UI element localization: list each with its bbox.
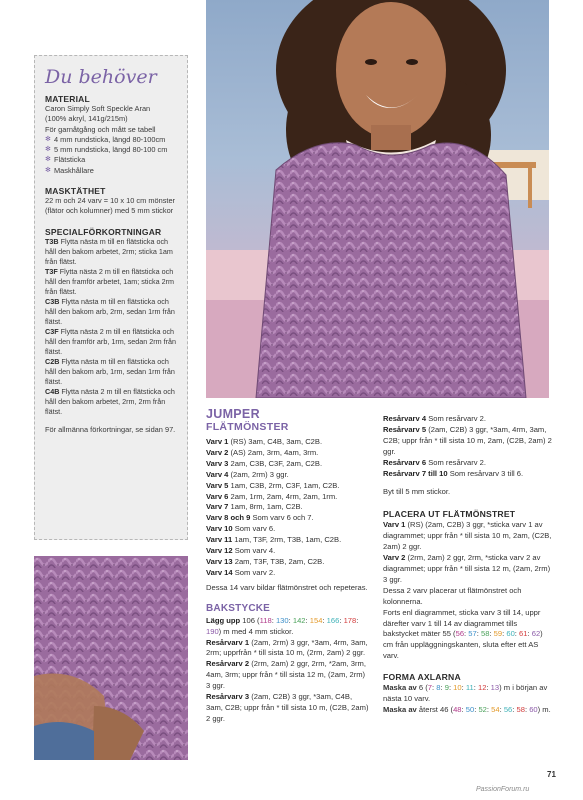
pattern-row-label: Varv 7 xyxy=(206,502,229,512)
ribbing-row-text: Som resårvarv 2. xyxy=(426,457,487,467)
placera-heading: PLACERA UT FLÄTMÖNSTRET xyxy=(383,509,516,520)
pattern-row xyxy=(206,481,371,492)
placera-row-label: Varv 1 xyxy=(383,520,406,530)
forma-heading: FORMA AXLARNA xyxy=(383,672,461,683)
pattern-row xyxy=(206,524,371,535)
pattern-row xyxy=(206,513,371,524)
length-value: 59 xyxy=(493,629,503,639)
forma-line-1 xyxy=(383,683,553,705)
pattern-row xyxy=(206,557,371,568)
ribbing-row xyxy=(206,692,371,725)
forma-value: 12 xyxy=(477,683,487,693)
ribbing-row xyxy=(206,659,371,692)
material-line: Caron Simply Soft Speckle Aran xyxy=(45,104,151,113)
pattern-row xyxy=(206,470,371,481)
forma-value: 8 xyxy=(436,683,441,693)
model-photo xyxy=(206,0,549,398)
material-item: ✻ 5 mm rundsticka, längd 80-100 cm xyxy=(45,145,179,155)
forma-label-2: Maska av xyxy=(383,704,417,714)
placera-row-text: (2rm, 2am) 2 ggr, 2rm, *sticka varv 2 av diagrammet; uppr från * till sista 12 m, (2am, 2rm) 3 ggr. xyxy=(383,553,551,584)
pattern-row-label: Varv 14 xyxy=(206,567,233,577)
abbreviation-code: T3B xyxy=(45,236,59,246)
size-values: 118: 130: 142: 154: 166: 178: 190 xyxy=(206,615,359,636)
material-item: ✻ Flätsticka xyxy=(45,155,179,165)
pattern-row-text: 1am, 8rm, 1am, C2B. xyxy=(228,502,303,512)
pattern-row xyxy=(206,492,371,503)
forma-value: 13 xyxy=(490,683,500,693)
jumper-title: JUMPER xyxy=(206,407,260,421)
pattern-row-text: 2am, 1rm, 2am, 4rm, 2am, 1rm. xyxy=(228,491,338,501)
size-value: 166 xyxy=(326,615,340,625)
size-value: 130 xyxy=(275,615,289,625)
forma-value: 11 xyxy=(465,683,474,693)
length-value: 56 xyxy=(455,629,465,639)
pattern-row-text: (2am, 2rm) 3 ggr. xyxy=(228,469,289,479)
forma-value: 56 xyxy=(503,704,513,714)
size-value: 142 xyxy=(292,615,306,625)
ribbing-row-text: Som resårvarv 2. xyxy=(426,414,487,423)
pattern-row-label: Varv 8 och 9 xyxy=(206,513,251,523)
abbreviation-item xyxy=(45,357,179,387)
cast-on-pre: 106 ( xyxy=(240,615,260,625)
watermark: PassionForum.ru xyxy=(476,786,530,793)
abbreviation-text: Flytta nästa 2 m till en flätsticka och håll den framför arbetet, 1am; sticka 2rm från flätst. xyxy=(45,266,175,296)
pattern-row xyxy=(206,448,371,459)
size-value: 178 xyxy=(343,615,357,625)
abbreviation-item xyxy=(45,297,179,327)
ribbing-row xyxy=(383,425,553,458)
forma-value: 48 xyxy=(453,704,462,714)
material-item: ✻ 4 mm rundsticka, längd 80-100cm xyxy=(45,135,179,145)
repeat-note: Dessa 14 varv bildar flätmönstret och repeteras. xyxy=(206,582,368,592)
cast-on-post: ) m med 4 mm stickor. xyxy=(218,626,294,636)
abbreviation-code: C4B xyxy=(45,386,60,396)
placera-row-text: (RS) (2am, C2B) 3 ggr, *sticka varv 1 av diagrammet; uppr från * till sista 10 m, 2am, (C2B, 2am) 2 ggr. xyxy=(383,520,552,552)
abbreviation-item xyxy=(45,267,179,297)
abbreviation-code: C2B xyxy=(45,356,60,366)
ribbing-row-text: (2rm, 2am) 2 ggr, 2rm, *2am, 3rm, 4am, 3rm; uppr från * till sista 12 m, (2am, 2rm) 3 ggr. xyxy=(206,659,366,691)
ribbing-row-text: (2am, C2B) 3 ggr, *3am, C4B, 3am, C2B; uppr från * till sista 10 m, (C2B, 2am) 2 ggr. xyxy=(206,692,369,723)
length-value: 60 xyxy=(506,629,515,639)
model-photo-illustration xyxy=(206,0,549,398)
pattern-row-text: Som varv 6 och 7. xyxy=(250,513,314,523)
pattern-row-label: Varv 11 xyxy=(206,535,233,545)
needle-change: Byt till 5 mm stickor. xyxy=(383,487,451,497)
cast-on-label: Lägg upp xyxy=(206,615,241,625)
ribbing-row-label: Resårvarv 6 xyxy=(383,457,427,467)
pattern-row-label: Varv 1 xyxy=(206,437,229,446)
pattern-row-text: 1am, C3B, 2rm, C3F, 1am, C2B. xyxy=(228,480,340,490)
pattern-row xyxy=(206,437,371,448)
pattern-row-text: (AS) 2am, 3rm, 4am, 3rm. xyxy=(228,447,319,457)
abbreviation-text: Flytta nästa m till en flätsticka och håll den bakom arb, 1rm, sedan 1rm från flätst. xyxy=(45,356,175,386)
ribbing-row-label: Resårvarv 7 till 10 xyxy=(383,468,448,478)
pattern-row xyxy=(206,568,371,579)
length-value: 58 xyxy=(480,629,490,639)
forma-values-2: 48: 50: 52: 54: 56: 58: 60 xyxy=(453,704,538,714)
length-value: 57 xyxy=(468,629,477,639)
ribbing-row xyxy=(383,469,553,480)
forma-value: 58 xyxy=(516,704,525,714)
placera-note-2-pre: Forts enl diagrammet, sticka varv 3 till 14, uppr därefter varv 1 till 14 av diagrammet tills bakstycket mäter 55 ( xyxy=(383,607,541,639)
gauge-text: 22 m och 24 varv = 10 x 10 cm mönster (flätor och kolumner) med 5 mm stickor xyxy=(45,196,176,216)
abbreviation-text: Flytta nästa 2 m till en flätsticka och håll den framför arb, 1rm, sedan 2rm från flätst. xyxy=(45,326,177,356)
ribbing-row-label: Resårvarv 1 xyxy=(206,637,250,647)
pattern-row-label: Varv 13 xyxy=(206,556,233,566)
abbreviation-code: C3B xyxy=(45,296,60,306)
forma-pre-1: 6 ( xyxy=(416,683,428,693)
materials-sidebar xyxy=(34,55,188,540)
pattern-row-label: Varv 10 xyxy=(206,524,233,534)
forma-value: 54 xyxy=(491,704,500,714)
ribbing-row-label: Resårvarv 5 xyxy=(383,424,427,434)
abbreviation-item xyxy=(45,237,179,267)
pattern-row-label: Varv 12 xyxy=(206,546,233,556)
abbreviations-list xyxy=(45,237,179,417)
material-item: ✻ Maskhållare xyxy=(45,166,179,176)
sweater-detail-illustration xyxy=(34,556,188,760)
forma-post-2: ) m. xyxy=(537,704,551,714)
forma-values-1: 7: 8: 9: 10: 11: 12: 13 xyxy=(427,683,500,693)
abbreviations-heading: SPECIALFÖRKORTNINGAR xyxy=(45,226,162,237)
size-value: 190 xyxy=(206,626,219,636)
abbreviation-code: T3F xyxy=(45,266,58,276)
ribbing-row xyxy=(383,458,553,469)
ribbing-row-label: Resårvarv 2 xyxy=(206,659,250,669)
pattern-row xyxy=(206,459,371,470)
material-items xyxy=(45,135,179,176)
column-left xyxy=(206,408,371,725)
placera-row xyxy=(383,553,553,586)
forma-value: 7 xyxy=(427,683,432,693)
length-value: 61 xyxy=(519,629,528,639)
sweater-detail-photo xyxy=(34,556,188,760)
placera-row xyxy=(383,520,553,553)
forma-value: 60 xyxy=(529,704,538,714)
pattern-row-text: (RS) 3am, C4B, 3am, C2B. xyxy=(228,437,323,446)
pattern-row-label: Varv 2 xyxy=(206,447,229,457)
abbreviation-text: Flytta nästa 2 m till en flätsticka och håll den bakom arbetet, 2rm, 2rm från flätst. xyxy=(45,386,175,416)
page-number: 71 xyxy=(547,770,556,779)
abbreviation-text: Flytta nästa m till en flätsticka och håll den bakom arb, 2rm, sedan 1rm från flätst. xyxy=(45,296,175,326)
size-value: 154 xyxy=(309,615,323,625)
bakstycke-heading: BAKSTYCKE xyxy=(206,602,271,614)
pattern-row-text: 1am, T3F, 2rm, T3B, 1am, C2B. xyxy=(232,535,342,545)
ribbing-row-label: Resårvarv 3 xyxy=(206,692,250,702)
forma-value: 9 xyxy=(444,683,449,693)
pattern-row xyxy=(206,502,371,513)
placera-rows xyxy=(383,520,553,585)
abbreviation-item xyxy=(45,387,179,417)
pattern-row-label: Varv 6 xyxy=(206,491,229,501)
pattern-row-text: 2am, T3F, T3B, 2am, C2B. xyxy=(232,556,325,566)
material-line: (100% akryl, 141g/215m) xyxy=(45,114,128,124)
length-values: 56: 57: 58: 59: 60: 61: 62 xyxy=(455,629,541,639)
material-line: För garnåtgång och mått se tabell xyxy=(45,124,156,134)
ribbing-row-text: Som resårvarv 3 till 6. xyxy=(447,468,524,478)
material-heading: MATERIAL xyxy=(45,94,90,104)
abbreviation-item xyxy=(45,327,179,357)
pattern-row xyxy=(206,546,371,557)
ribbing-row xyxy=(383,414,553,425)
pattern-rows xyxy=(206,437,371,579)
pattern-row-text: Som varv 6. xyxy=(232,524,276,534)
size-value: 118 xyxy=(259,615,272,625)
placera-note-1: Dessa 2 varv placerar ut flätmönstret och kolonnerna. xyxy=(383,585,522,606)
pattern-row-label: Varv 5 xyxy=(206,480,229,490)
forma-post-1: ) m i början av nästa 10 varv. xyxy=(383,683,548,704)
placera-note-2 xyxy=(383,608,553,663)
forma-line-2 xyxy=(383,705,553,716)
sidebar-title: Du behöver xyxy=(45,66,157,88)
abbreviation-text: Flytta nästa m till en flätsticka och håll den bakom arbetet, 2rm; sticka 1am från flätst. xyxy=(45,236,173,266)
forma-label-1: Maska av xyxy=(383,683,417,693)
forma-value: 10 xyxy=(453,683,462,693)
ribbing-row-text: (2am, C2B) 3 ggr, *3am, 4rm, 3am, C2B; uppr från * till sista 10 m, 2am, (C2B, 2am) 2 ggr. xyxy=(383,424,552,456)
ribbing-row xyxy=(206,638,371,660)
material-lines xyxy=(45,104,179,135)
ribbing-rows-continued xyxy=(383,414,553,479)
abbreviation-code: C3F xyxy=(45,326,59,336)
ribbing-rows xyxy=(206,638,371,725)
length-value: 62 xyxy=(531,629,541,639)
flatmonster-heading: FLÄTMÖNSTER xyxy=(206,421,289,433)
forma-value: 50 xyxy=(465,704,475,714)
column-right xyxy=(383,414,553,716)
sidebar-footer: För allmänna förkortningar, se sidan 97. xyxy=(45,424,176,434)
ribbing-row-label: Resårvarv 4 xyxy=(383,414,427,423)
pattern-row-text: Som varv 4. xyxy=(232,546,276,556)
pattern-row-label: Varv 3 xyxy=(206,458,229,468)
pattern-row xyxy=(206,535,371,546)
placera-row-label: Varv 2 xyxy=(383,553,406,563)
cast-on-line xyxy=(206,616,371,638)
pattern-row-text: Som varv 2. xyxy=(232,567,276,577)
forma-value: 52 xyxy=(478,704,487,714)
placera-note-2-post: ) cm från uppläggningskanten, sluta efter ett AS varv. xyxy=(383,629,543,661)
ribbing-row-text: (2am, 2rm) 3 ggr, *3am, 4rm, 3am, 2rm; upprfrån * till sista 10 m, (2rm, 2am) 2 ggr. xyxy=(206,637,368,658)
pattern-row-label: Varv 4 xyxy=(206,469,229,479)
pattern-row-text: 2am, C3B, C3F, 2am, C2B. xyxy=(228,458,323,468)
gauge-heading: MASKTÄTHET xyxy=(45,186,106,197)
forma-pre-2: återst 46 ( xyxy=(416,704,454,714)
